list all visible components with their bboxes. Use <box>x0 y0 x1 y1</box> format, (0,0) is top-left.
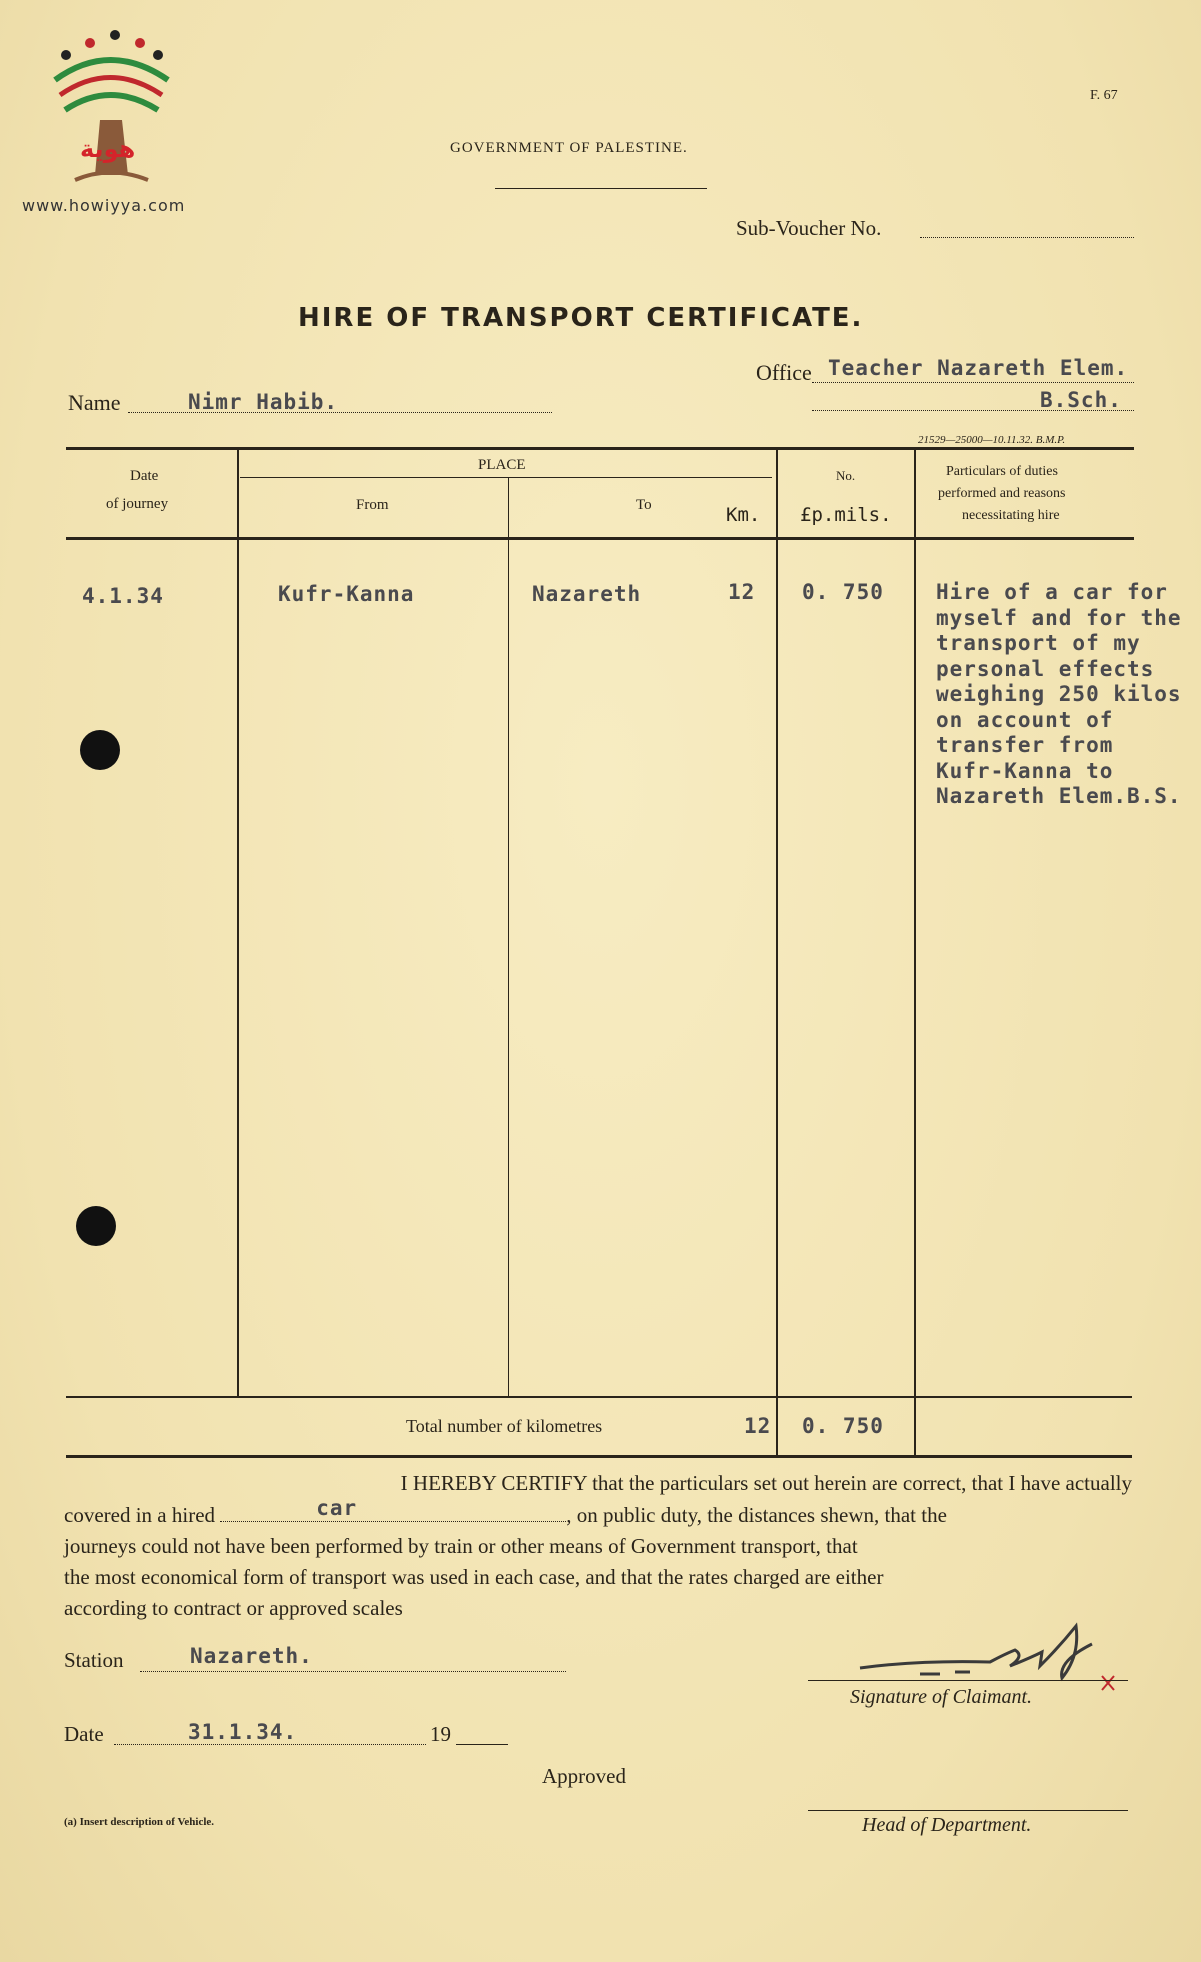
header-particulars-line1: Particulars of duties <box>946 464 1058 479</box>
form-code: F. 67 <box>1090 88 1118 103</box>
header-date-line1: Date <box>130 468 159 484</box>
station-value: Nazareth. <box>190 1644 313 1668</box>
punch-hole-lower <box>76 1206 116 1246</box>
row-to: Nazareth <box>532 582 642 606</box>
office-value-line1: Teacher Nazareth Elem. <box>828 356 1129 380</box>
header-particulars-line2: performed and reasons <box>938 486 1066 501</box>
vehicle-value: car <box>316 1496 358 1520</box>
footnote: (a) Insert description of Vehicle. <box>64 1816 215 1828</box>
particulars-line: transfer from <box>936 733 1114 757</box>
header-particulars-line3: necessitating hire <box>962 508 1060 523</box>
print-code: 21529—25000—10.11.32. B.M.P. <box>918 434 1066 446</box>
header-pounds-mils: £p.mils. <box>800 504 892 526</box>
col-divider-date <box>237 450 239 1396</box>
name-value: Nimr Habib. <box>188 390 339 414</box>
header-bottom-rule <box>66 537 1134 540</box>
header-no: No. <box>836 468 856 483</box>
howiyya-logo <box>40 25 180 195</box>
cert-line1: I HEREBY CERTIFY that the particulars set out herein are correct, that I have actually <box>400 1471 1132 1495</box>
tree-logo-icon <box>40 25 180 195</box>
total-top-rule <box>66 1396 1132 1398</box>
office-field-line1 <box>812 382 1134 383</box>
year-field <box>456 1744 508 1745</box>
header-km: Km. <box>726 504 761 526</box>
logo-url: www.howiyya.com <box>22 196 186 215</box>
table-top-rule <box>66 447 1134 450</box>
date-value: 31.1.34. <box>188 1720 298 1744</box>
head-signature-rule <box>808 1810 1128 1811</box>
year-prefix: 19 <box>430 1722 451 1746</box>
date-label: Date <box>64 1722 104 1746</box>
total-bottom-rule <box>66 1455 1132 1458</box>
particulars-line: on account of <box>936 707 1114 732</box>
cert-line5: according to contract or approved scales <box>64 1596 403 1620</box>
row-date: 4.1.34 <box>82 584 164 608</box>
head-of-department-label: Head of Department. <box>862 1814 1032 1836</box>
total-amount: 0. 750 <box>802 1414 884 1438</box>
place-subheader-rule <box>240 477 772 478</box>
document-title: HIRE OF TRANSPORT CERTIFICATE. <box>298 303 864 333</box>
particulars-line: weighing 250 kilos <box>936 682 1182 706</box>
office-label: Office <box>756 360 812 385</box>
header-from: From <box>356 497 389 513</box>
certification-text <box>64 1468 1132 1624</box>
particulars-line: personal effects <box>936 656 1155 681</box>
row-amount: 0. 750 <box>802 580 884 604</box>
particulars-line: transport of my <box>936 631 1141 655</box>
cert-line2-end: , on public duty, the distances shewn, that the <box>566 1503 947 1527</box>
sub-voucher-label: Sub-Voucher No. <box>736 216 882 240</box>
row-from: Kufr-Kanna <box>278 582 415 606</box>
sub-voucher-field <box>920 237 1134 238</box>
header-rule <box>495 188 707 189</box>
punch-hole-upper <box>80 730 120 770</box>
name-label: Name <box>68 390 121 415</box>
name-field <box>128 412 552 413</box>
date-field <box>114 1744 426 1745</box>
approved-label: Approved <box>542 1764 626 1788</box>
logo-arabic-text: هوية <box>80 135 136 163</box>
total-km: 12 <box>744 1414 772 1438</box>
particulars-line: Kufr-Kanna to <box>936 758 1114 783</box>
header-date-line2: of journey <box>106 496 169 512</box>
cert-line4: the most economical form of transport was used in each case, and that the rates charged are either <box>64 1565 884 1589</box>
station-label: Station <box>64 1648 124 1672</box>
particulars-line: myself and for the <box>936 605 1182 630</box>
cert-line3: journeys could not have been performed by train or other means of Government transport, that <box>64 1534 858 1558</box>
government-heading: GOVERNMENT OF PALESTINE. <box>450 140 688 156</box>
col-divider-to <box>776 450 778 1456</box>
row-km: 12 <box>728 580 756 604</box>
cert-line2-start: covered in a hired <box>64 1503 216 1527</box>
total-label: Total number of kilometres <box>406 1416 603 1436</box>
office-value-line2: B.Sch. <box>1040 388 1122 412</box>
col-divider-from <box>508 478 509 1396</box>
col-divider-amount <box>914 450 916 1456</box>
particulars-line: Hire of a car for <box>936 580 1168 604</box>
particulars-line: Nazareth Elem.B.S. <box>936 784 1182 808</box>
signature-rule <box>808 1680 1128 1681</box>
cert-line2 <box>64 1496 1132 1531</box>
header-place: PLACE <box>478 457 526 473</box>
signature-label: Signature of Claimant. <box>850 1686 1033 1708</box>
office-field-line2 <box>812 410 1134 411</box>
header-to: To <box>636 497 652 513</box>
row-particulars <box>936 580 1200 810</box>
vehicle-field <box>220 1496 566 1522</box>
station-field <box>140 1671 566 1672</box>
